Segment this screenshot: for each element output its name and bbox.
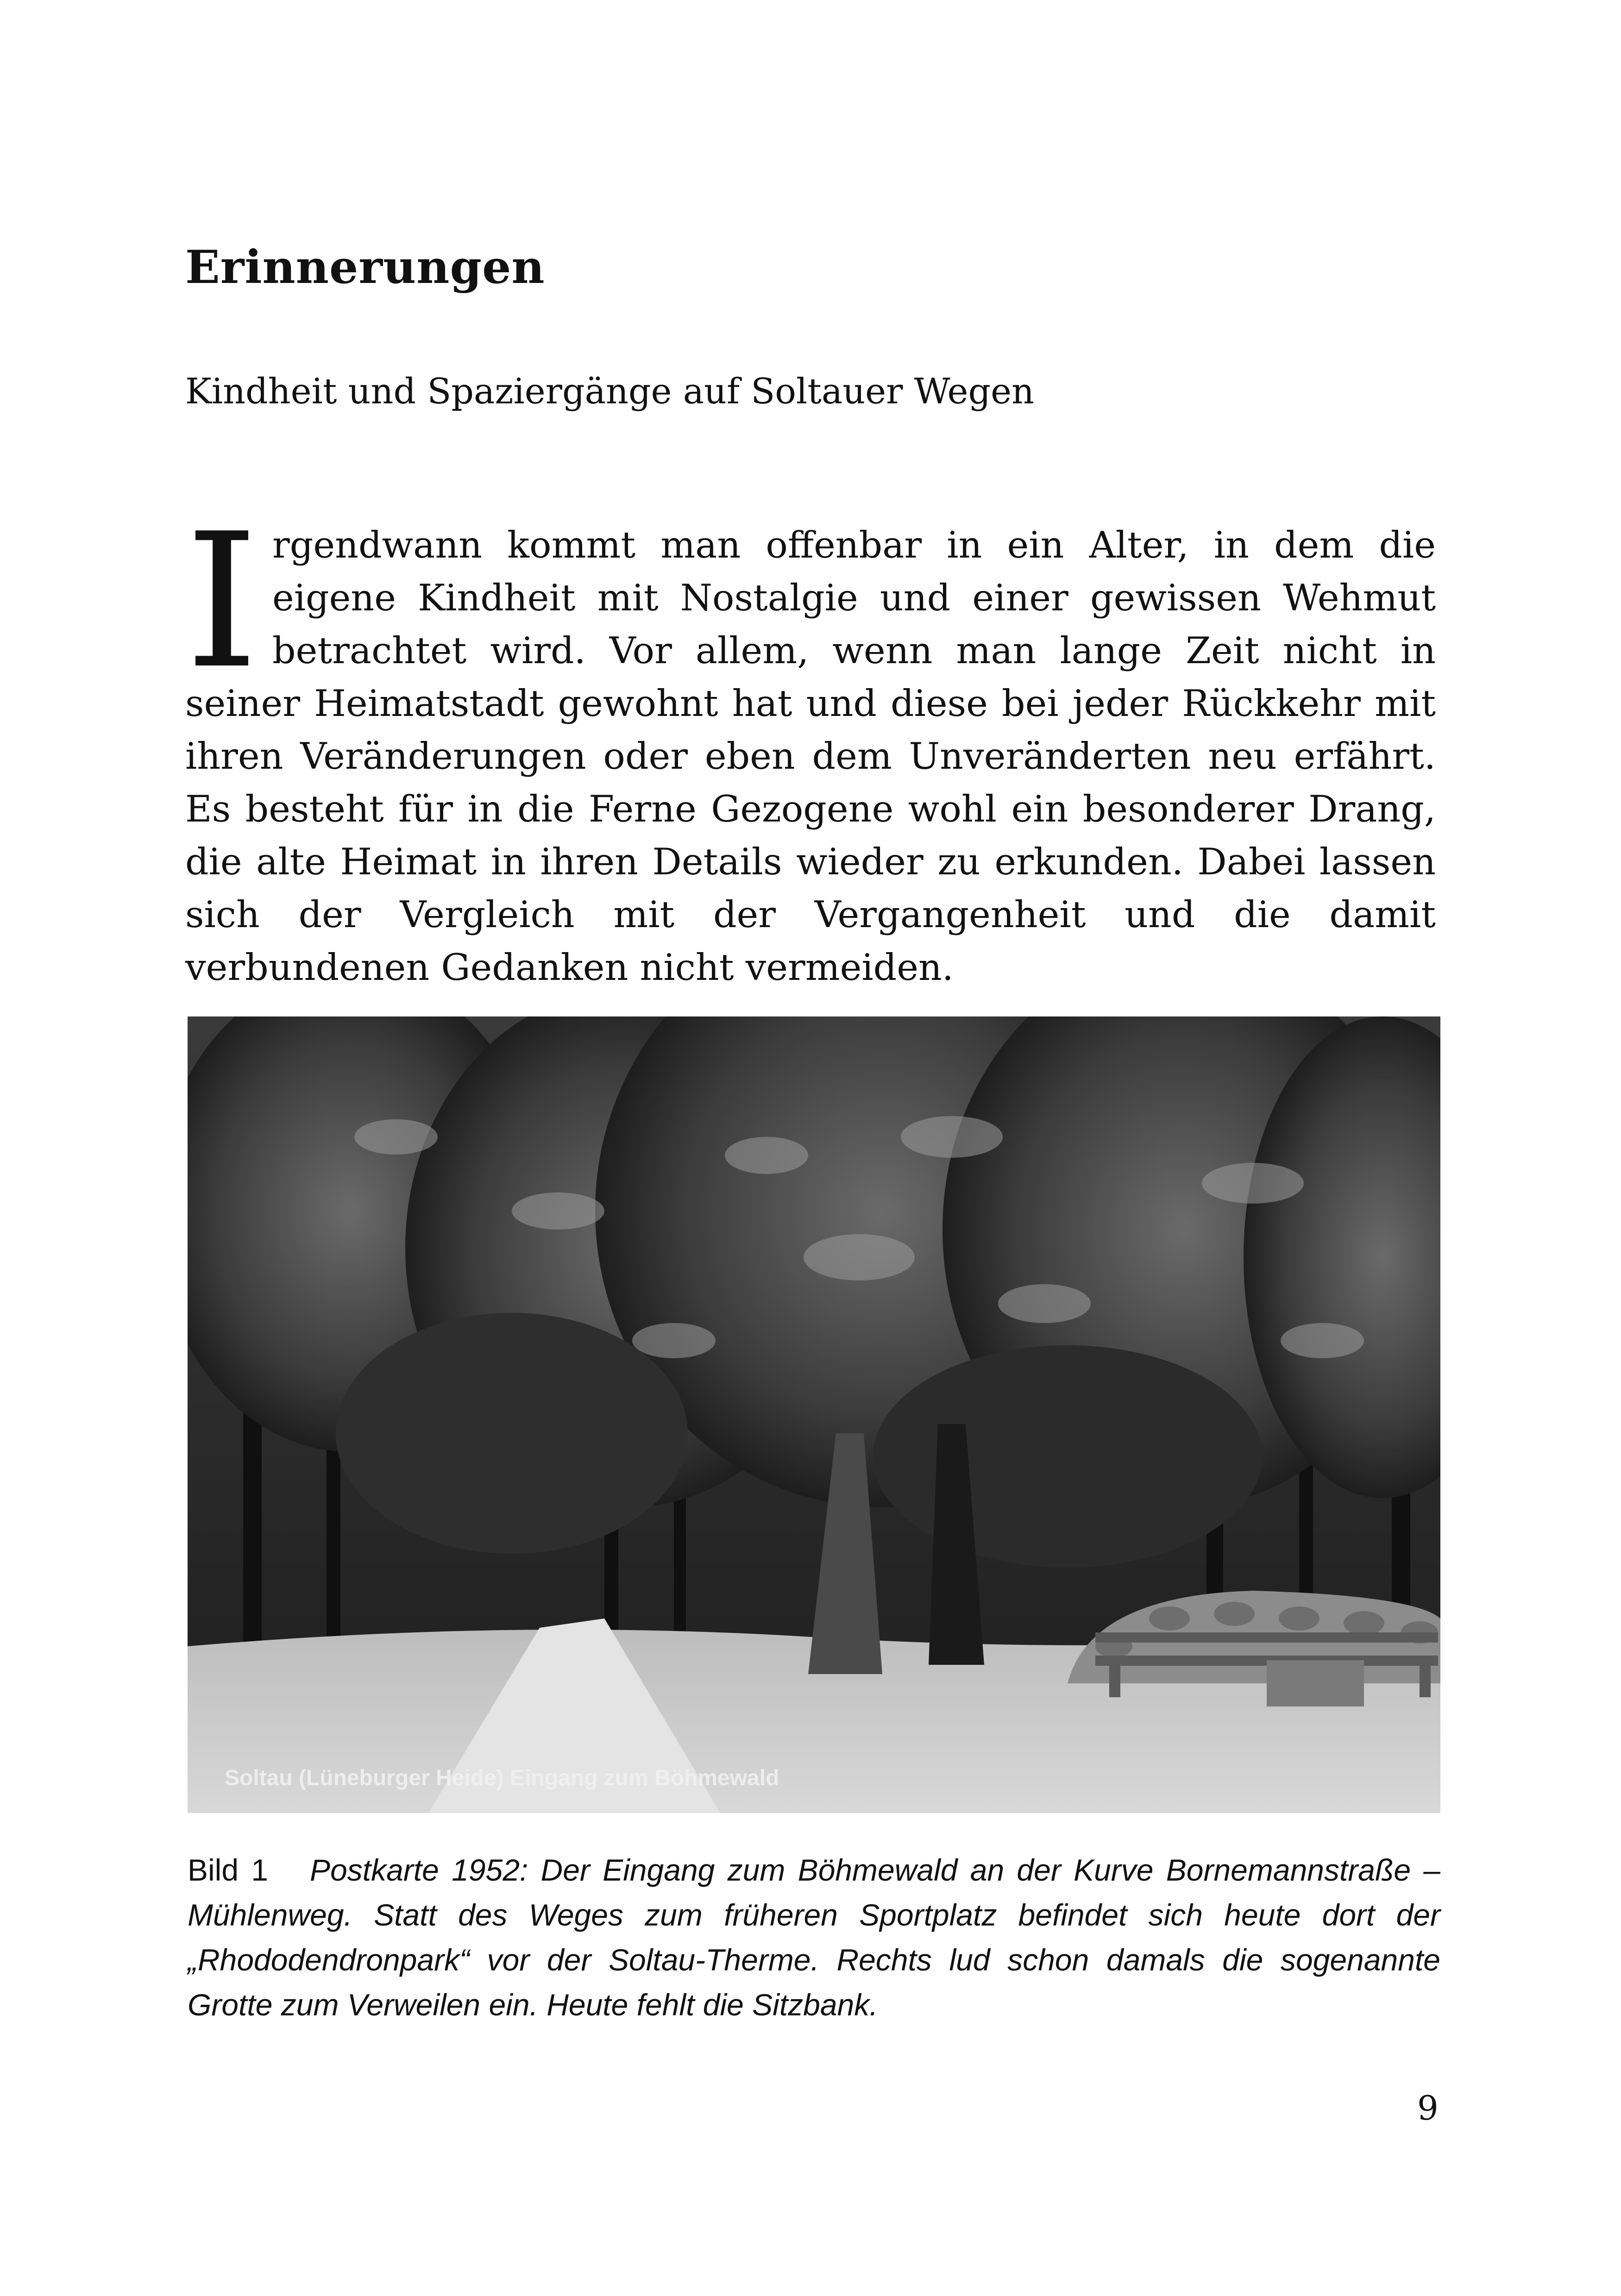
- drop-cap: I: [185, 494, 259, 709]
- postcard-photo: [188, 1016, 1440, 1813]
- body-paragraph-text: rgendwann kommt man offenbar in ein Alter, in dem die eigene Kindheit mit Nostalgie und einer gewissen Wehmut betrachtet wird. Vor allem, wenn man lange Zeit nicht in seiner Heimatstadt gewohnt hat und diese bei jeder Rückkehr mit ihren Veränderungen oder eben dem Unveränderten neu erfährt. Es besteht für in die Ferne Gezogene wohl ein besonderer Drang, die alte Heimat in ihren Details wieder zu erkunden. Dabei lassen sich der Vergleich mit der Vergangenheit und die damit verbundenen Gedanken nicht vermeiden.: [185, 524, 1436, 989]
- postcard-caption-text: Soltau (Lüneburger Heide) Eingang zum Böhmewald: [225, 1766, 779, 1790]
- figure-caption: [188, 1848, 1440, 2027]
- forest-entrance-illustration: [188, 1016, 1440, 1813]
- page-number: 9: [1417, 2089, 1439, 2127]
- body-paragraph: [185, 494, 1436, 994]
- caption-label: Bild 1: [188, 1853, 269, 1887]
- chapter-subtitle: Kindheit und Spaziergänge auf Soltauer Wegen: [185, 370, 1035, 412]
- caption-text: Postkarte 1952: Der Eingang zum Böhmewald an der Kurve Bornemannstraße – Mühlenweg. Statt des Weges zum früheren Sportplatz befindet sich heute dort der „Rhododendronpark“ vor der Soltau-Therme. Rechts lud schon damals die sogenannte Grotte zum Verweilen ein. Heute fehlt die Sitzbank.: [188, 1853, 1440, 2022]
- chapter-title: Erinnerungen: [185, 241, 545, 294]
